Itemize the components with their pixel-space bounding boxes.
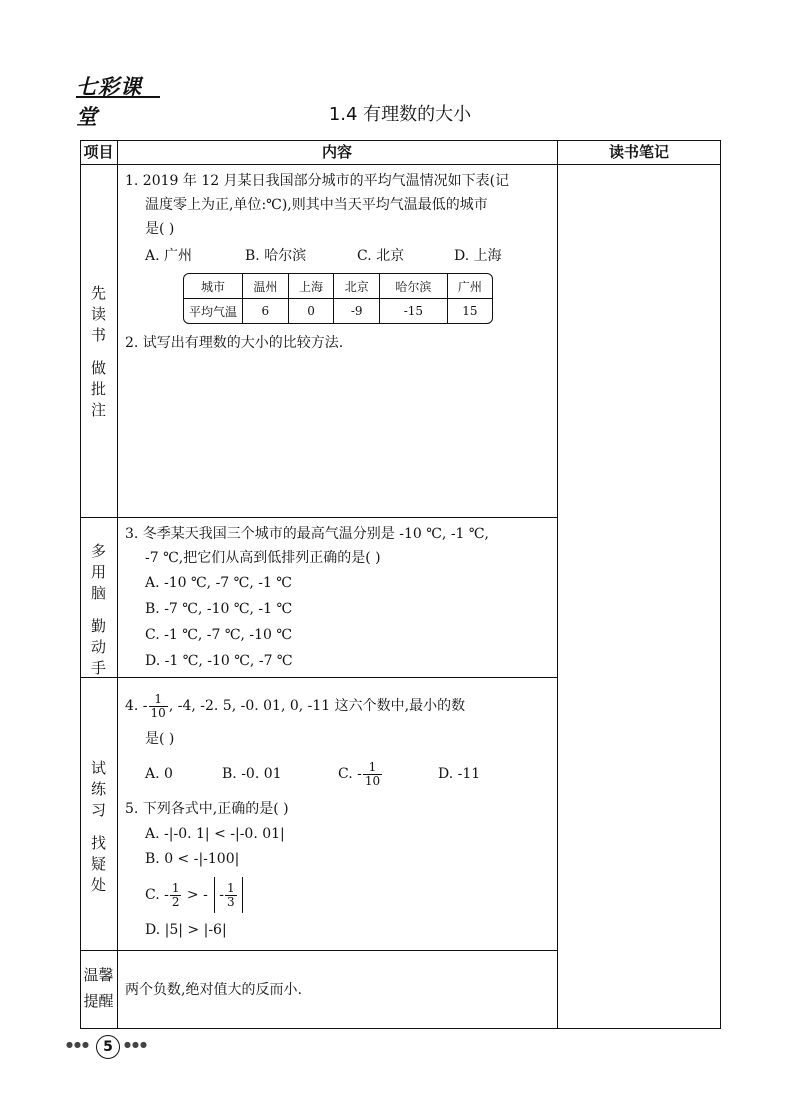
col-divider-2	[557, 140, 558, 1029]
q5-abs-bars: - $\frac{1}{3}$	[214, 877, 242, 913]
row-divider-3	[80, 950, 557, 951]
q1-line3: 是( )	[145, 221, 175, 237]
q5-option-c: C. - $\frac{1}{2}$ > - - $\frac{1}{3}$	[145, 877, 245, 913]
q1-option-c: C. 北京	[357, 248, 405, 264]
q1-line1: 1. 2019 年 12 月某日我国部分城市的平均气温情况如下表(记	[125, 173, 510, 189]
q3-option-a: A. -10 ℃, -7 ℃, -1 ℃	[145, 575, 292, 591]
q1-th-city: 城市	[184, 274, 243, 299]
q4-option-a: A. 0	[145, 766, 173, 782]
q4-option-c-fraction: $\frac{1}{10}$	[364, 759, 381, 788]
tip-text: 两个负数,绝对值大的反而小.	[125, 982, 302, 998]
q5-line1: 5. 下列各式中,正确的是( )	[125, 801, 289, 817]
section-label-preview: 先 读 书 做 批 注	[90, 284, 106, 419]
q1-th-wenzhou: 温州	[243, 274, 289, 299]
page-title: 1.4 有理数的大小	[328, 104, 472, 125]
q1-option-a: A. 广州	[145, 248, 193, 264]
section-label-think: 多 用 脑 勤 动 手	[90, 542, 106, 677]
q3-option-d: D. -1 ℃, -10 ℃, -7 ℃	[145, 653, 293, 669]
q4-option-b: B. -0. 01	[222, 766, 282, 782]
brand-logo	[76, 71, 160, 129]
header-item: 项目	[83, 143, 114, 161]
q1-th-beijing: 北京	[334, 274, 380, 299]
row-divider-2	[80, 677, 557, 678]
q3-line1: 3. 冬季某天我国三个城市的最高气温分别是 -10 ℃, -1 ℃,	[125, 526, 490, 542]
section-label-tip: 温馨 提醒	[83, 966, 114, 1010]
row-divider-1	[80, 517, 557, 518]
header-notes: 读书笔记	[608, 143, 669, 161]
q1-th-guangzhou: 广州	[447, 274, 492, 299]
q1-td-label: 平均气温	[184, 299, 243, 324]
brand-underline	[76, 96, 160, 98]
q4-line2: 是( )	[145, 731, 175, 747]
q1-td-beijing: -9	[334, 299, 380, 324]
q3-option-c: C. -1 ℃, -7 ℃, -10 ℃	[145, 627, 293, 643]
q5-option-a: A. -|-0. 1| < -|-0. 01|	[145, 826, 285, 842]
q5-fraction-third: $\frac{1}{3}$	[227, 880, 235, 909]
q3-option-b: B. -7 ℃, -10 ℃, -1 ℃	[145, 601, 293, 617]
section-label-practice: 试 练 习 找 疑 处	[90, 759, 106, 894]
q1-option-b: B. 哈尔滨	[245, 248, 307, 264]
q4-option-d: D. -11	[438, 766, 481, 782]
q1-temperature-table	[183, 273, 493, 324]
q1-td-guangzhou: 15	[447, 299, 492, 324]
q5-option-d: D. |5| > |-6|	[145, 922, 227, 938]
q1-td-shanghai: 0	[288, 299, 334, 324]
page-dots-left: ●●●	[66, 1040, 90, 1049]
q1-th-shanghai: 上海	[288, 274, 334, 299]
q1-line2: 温度零上为正,单位:℃),则其中当天平均气温最低的城市	[145, 197, 488, 213]
q2-line1: 2. 试写出有理数的大小的比较方法.	[125, 335, 344, 351]
q3-line2: -7 ℃,把它们从高到低排列正确的是( )	[145, 550, 381, 566]
q4-fraction: $\frac{1}{10}$	[150, 691, 166, 720]
q4-option-c: C. - $\frac{1}{10}$	[338, 759, 381, 788]
q4-line1: 4. - $\frac{1}{10}$ , -4, -2. 5, -0. 01, 0, -11 这六个数中,最小的数	[125, 691, 466, 720]
header-divider	[80, 164, 721, 165]
col-divider-1	[117, 140, 118, 1029]
q1-td-wenzhou: 6	[243, 299, 289, 324]
q1-td-harbin: -15	[380, 299, 448, 324]
q1-option-d: D. 上海	[454, 248, 502, 264]
header-content: 内容	[321, 143, 352, 161]
q5-fraction-half: $\frac{1}{2}$	[171, 880, 180, 909]
q5-option-b: B. 0 < -|-100|	[145, 851, 240, 867]
q1-th-harbin: 哈尔滨	[380, 274, 448, 299]
page-number-circle: 5	[96, 1035, 120, 1059]
page-dots-right: ●●●	[124, 1040, 148, 1049]
brand-logo-text: 七彩课堂	[76, 75, 142, 129]
